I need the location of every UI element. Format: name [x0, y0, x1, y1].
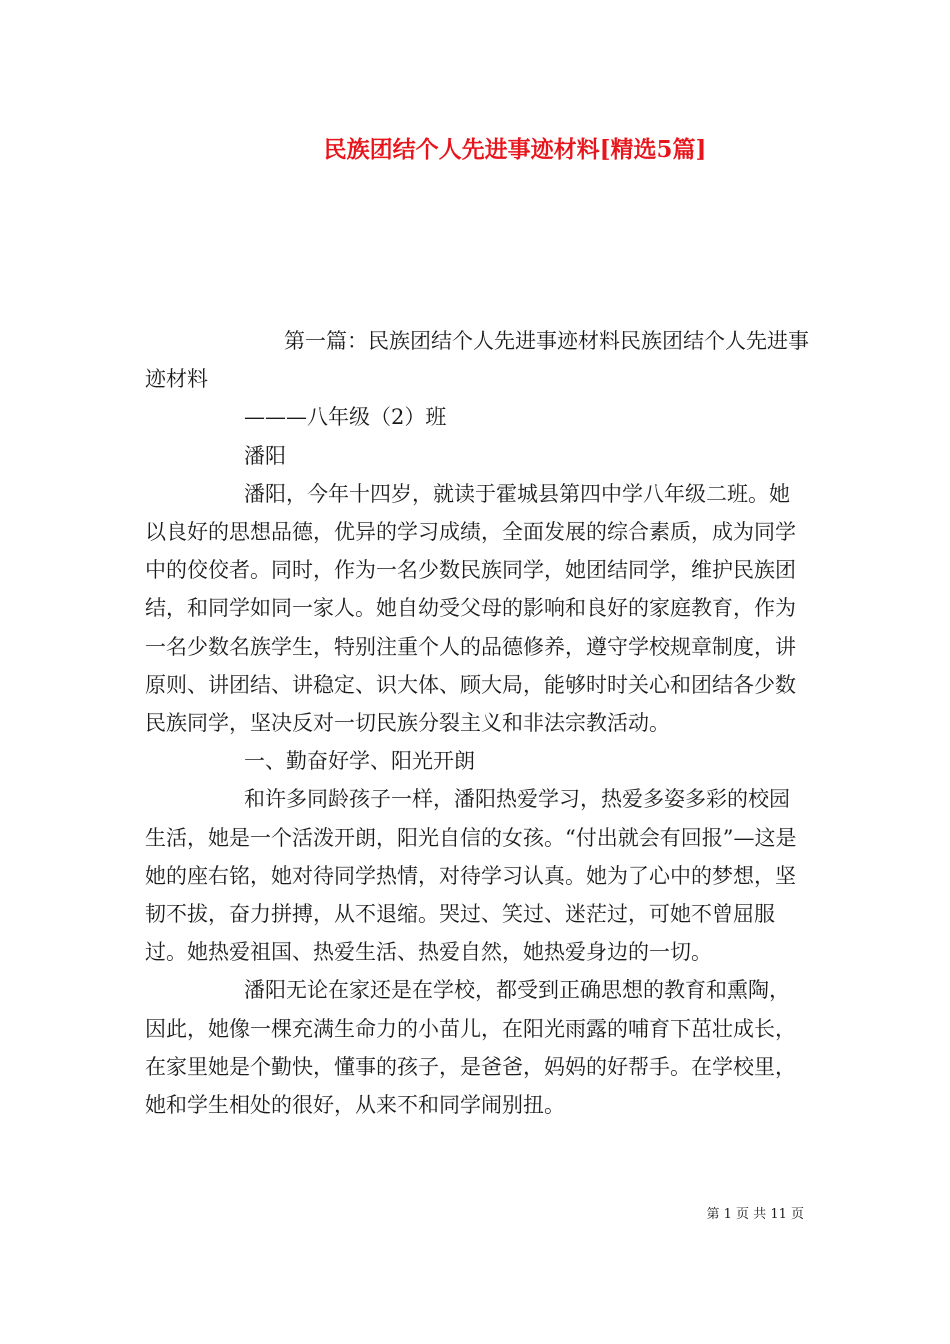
- class-line: ———八年级（2）班: [244, 405, 447, 430]
- document-body: [145, 322, 810, 1124]
- chapter-heading: 第一篇：民族团结个人先进事迹材料民族团结个人先进事迹材料: [145, 329, 809, 392]
- document-title: 民族团结个人先进事迹材料[精选5篇]: [323, 136, 707, 163]
- section-one-title: 一、勤奋好学、阳光开朗: [244, 749, 475, 774]
- section-one-paragraph-1: 和许多同龄孩子一样，潘阳热爱学习，热爱多姿多彩的校园生活，她是一个活泼开朗，阳光自信的女孩。“付出就会有回报”—这是她的座右铭，她对待同学热情，对待学习认真。她为了心中的梦想，坚韧不拔，奋力拼搏，从不退缩。哭过、笑过、迷茫过，可她不曾屈服过。她热爱祖国、热爱生活、热爱自然，她热爱身边的一切。: [145, 787, 797, 965]
- student-name: 潘阳: [244, 443, 286, 468]
- page-number: 第 1 页 共 11 页: [706, 1207, 804, 1222]
- intro-paragraph: 潘阳，今年十四岁，就读于霍城县第四中学八年级二班。她以良好的思想品德，优异的学习成绩，全面发展的综合素质，成为同学中的佼佼者。同时，作为一名少数民族同学，她团结同学，维护民族团结，和同学如同一家人。她自幼受父母的影响和良好的家庭教育，作为一名少数名族学生，特别注重个人的品德修养，遵守学校规章制度，讲原则、讲团结、讲稳定、识大体、顾大局，能够时时关心和团结各少数民族同学，坚决反对一切民族分裂主义和非法宗教活动。: [145, 481, 796, 736]
- section-one-paragraph-2: 潘阳无论在家还是在学校，都受到正确思想的教育和熏陶，因此，她像一棵充满生命力的小苗儿，在阳光雨露的哺育下茁壮成长，在家里她是个勤快，懂事的孩子，是爸爸，妈妈的好帮手。在学校里，她和学生相处的很好，从来不和同学闹别扭。: [145, 978, 796, 1118]
